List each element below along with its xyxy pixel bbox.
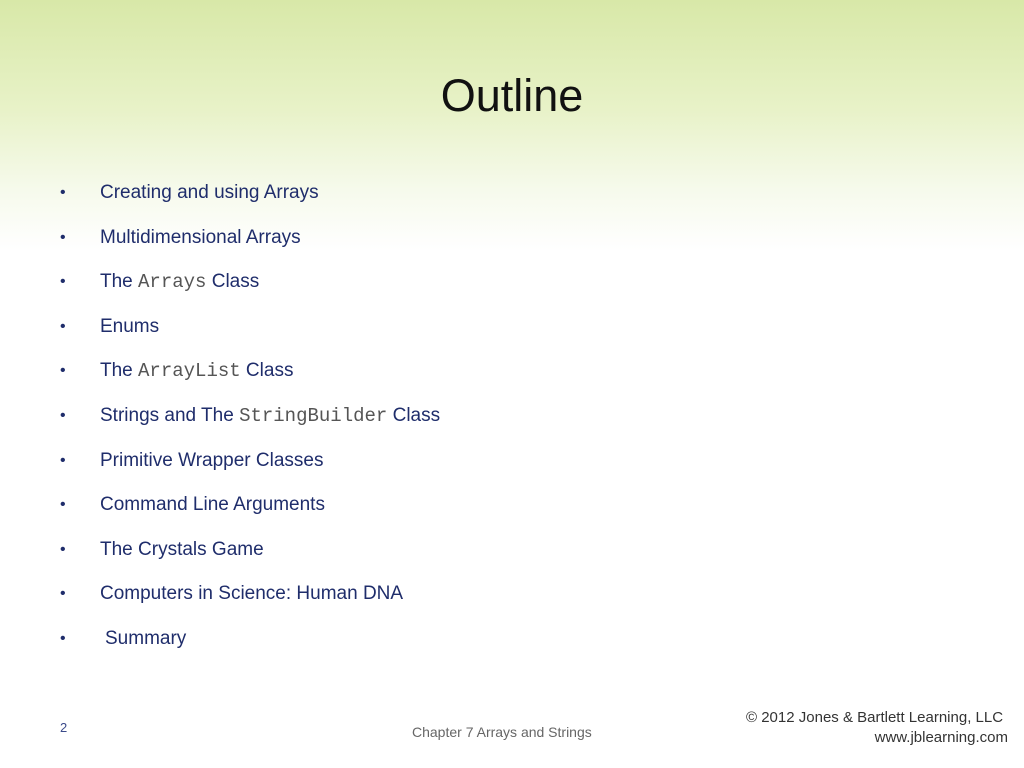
bullet-icon: •	[60, 362, 66, 380]
outline-item-text: Computers in Science: Human DNA	[100, 583, 404, 605]
outline-item	[60, 265, 960, 310]
code-term: Arrays	[138, 271, 207, 294]
outline-item	[60, 176, 960, 221]
outline-list	[60, 176, 960, 667]
bullet-icon: •	[60, 629, 66, 647]
outline-item	[60, 444, 960, 489]
outline-item-text: Primitive Wrapper Classes	[100, 449, 324, 471]
bullet-icon: •	[60, 228, 66, 246]
code-term: ArrayList	[138, 360, 241, 383]
bullet-icon: •	[60, 496, 66, 514]
website-text: www.jblearning.com	[874, 729, 1008, 746]
outline-item-text: The Crystals Game	[100, 538, 264, 560]
bullet-icon: •	[60, 273, 66, 291]
bullet-icon: •	[60, 406, 66, 424]
outline-item-text: Strings and The StringBuilder Class	[100, 404, 441, 427]
outline-item	[60, 577, 960, 622]
outline-item-text: The ArrayList Class	[100, 360, 294, 383]
outline-item	[60, 533, 960, 578]
bullet-icon: •	[60, 585, 66, 603]
outline-item	[60, 310, 960, 355]
slide-title: Outline	[440, 70, 584, 121]
outline-item-text: Creating and using Arrays	[100, 182, 319, 203]
bullet-icon: •	[60, 184, 66, 201]
outline-item-text: Multidimensional Arrays	[100, 226, 301, 248]
outline-item	[60, 354, 960, 399]
chapter-footer: Chapter 7 Arrays and Strings	[412, 724, 592, 740]
outline-item-text: Summary	[105, 627, 187, 649]
bullet-icon: •	[60, 451, 66, 469]
code-term: StringBuilder	[239, 404, 388, 427]
outline-item	[60, 221, 960, 266]
bullet-icon: •	[60, 540, 66, 558]
copyright-notice	[746, 708, 1008, 748]
outline-item-text: Enums	[100, 315, 160, 337]
outline-item	[60, 399, 960, 444]
outline-item	[60, 622, 960, 667]
outline-item-text: Command Line Arguments	[100, 494, 325, 516]
bullet-icon: •	[60, 317, 66, 335]
page-number: 2	[60, 720, 68, 735]
outline-item-text: The Arrays Class	[100, 271, 260, 294]
outline-item	[60, 488, 960, 533]
copyright-text: © 2012 Jones & Bartlett Learning, LLC	[746, 709, 1004, 726]
